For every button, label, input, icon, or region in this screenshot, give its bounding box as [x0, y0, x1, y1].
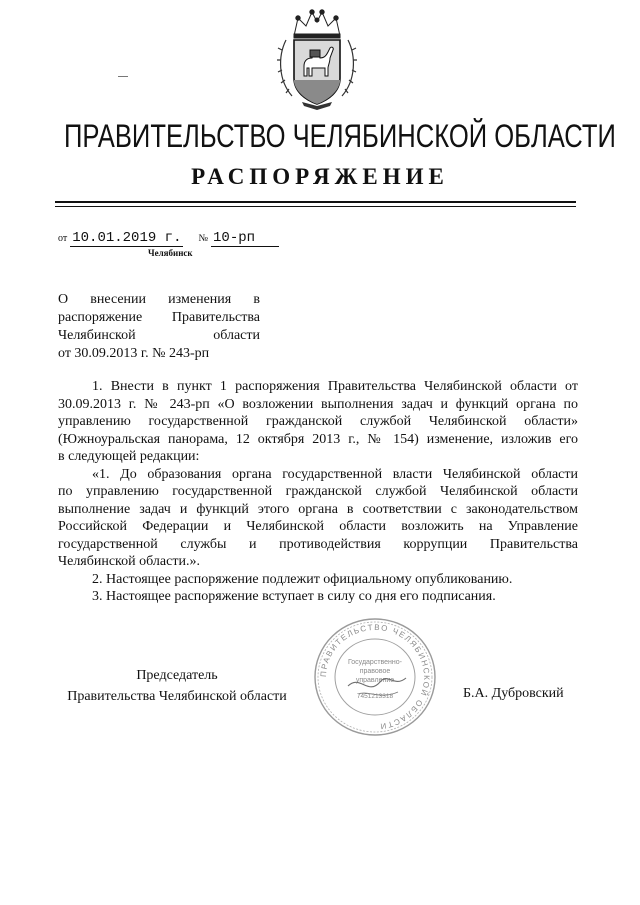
date-number-line	[58, 230, 279, 247]
government-title: ПРАВИТЕЛЬСТВО ЧЕЛЯБИНСКОЙ ОБЛАСТИ	[64, 118, 616, 154]
body-line: 3. Настоящее распоряжение вступает в силу со дня его подписания.	[92, 589, 496, 604]
body-line: государственной службы и противодействия коррупции Правительства	[58, 536, 578, 552]
subject-line: распоряжение Правительства	[58, 310, 260, 325]
body-line: 1. Внести в пункт 1 распоряжения Правительства Челябинской области от	[92, 379, 578, 394]
svg-text:управление: управление	[355, 677, 395, 684]
scan-mark	[118, 76, 128, 77]
body-line: в следующей редакции:	[58, 449, 200, 464]
seal-inn: 7451213318	[356, 693, 394, 700]
number-prefix: №	[198, 233, 209, 244]
subject-line: Челябинской области	[58, 328, 260, 343]
signer-title	[58, 665, 296, 707]
date-prefix: от	[58, 233, 68, 244]
seal-ring-text: ПРАВИТЕЛЬСТВО ЧЕЛЯБИНСКОЙ ОБЛАСТИ	[318, 622, 432, 731]
svg-text:правовое: правовое	[359, 668, 391, 675]
city-label: Челябинск	[148, 248, 193, 258]
body-line: управлению государственной гражданской службой Челябинской области»	[58, 414, 578, 429]
svg-text:Государственно-: Государственно-	[347, 659, 403, 666]
document-date: 10.01.2019 г.	[72, 230, 182, 246]
official-seal-icon	[310, 616, 440, 738]
signer-title-line: Правительства Челябинской области	[67, 689, 287, 704]
body-line: 30.09.2013 г. № 243-рп «О возложении выполнения задач и функций органа по	[58, 396, 578, 412]
document-type: РАСПОРЯЖЕНИЕ	[191, 164, 449, 189]
body-line: (Южноуральская панорама, 12 октября 2013 г., № 154) изменение, изложив его	[58, 431, 578, 447]
body-line: Челябинской области.».	[58, 554, 200, 569]
body-line: Российской Федерации и Челябинской области возложить на Управление	[58, 519, 578, 534]
document-subject	[58, 291, 260, 363]
document-body	[58, 378, 578, 606]
signer-title-line: Председатель	[136, 668, 218, 683]
subject-line: О внесении изменения в	[58, 292, 260, 307]
header-rule-thin	[55, 206, 576, 207]
body-line: «1. До образования органа государственной власти Челябинской области	[92, 466, 578, 482]
coat-of-arms-icon	[272, 6, 362, 110]
header-rule-thick	[55, 201, 576, 203]
signer-name: Б.А. Дубровский	[463, 686, 564, 701]
body-line: 2. Настоящее распоряжение подлежит официальному опубликованию.	[92, 571, 513, 587]
body-line: выполнение задач и функций этого органа в соответствии с законодательством	[58, 501, 578, 517]
document-number: 10-рп	[211, 230, 279, 247]
subject-line: от 30.09.2013 г. № 243-рп	[58, 346, 210, 361]
body-line: по управлению государственной гражданской службой Челябинской области	[58, 484, 578, 499]
